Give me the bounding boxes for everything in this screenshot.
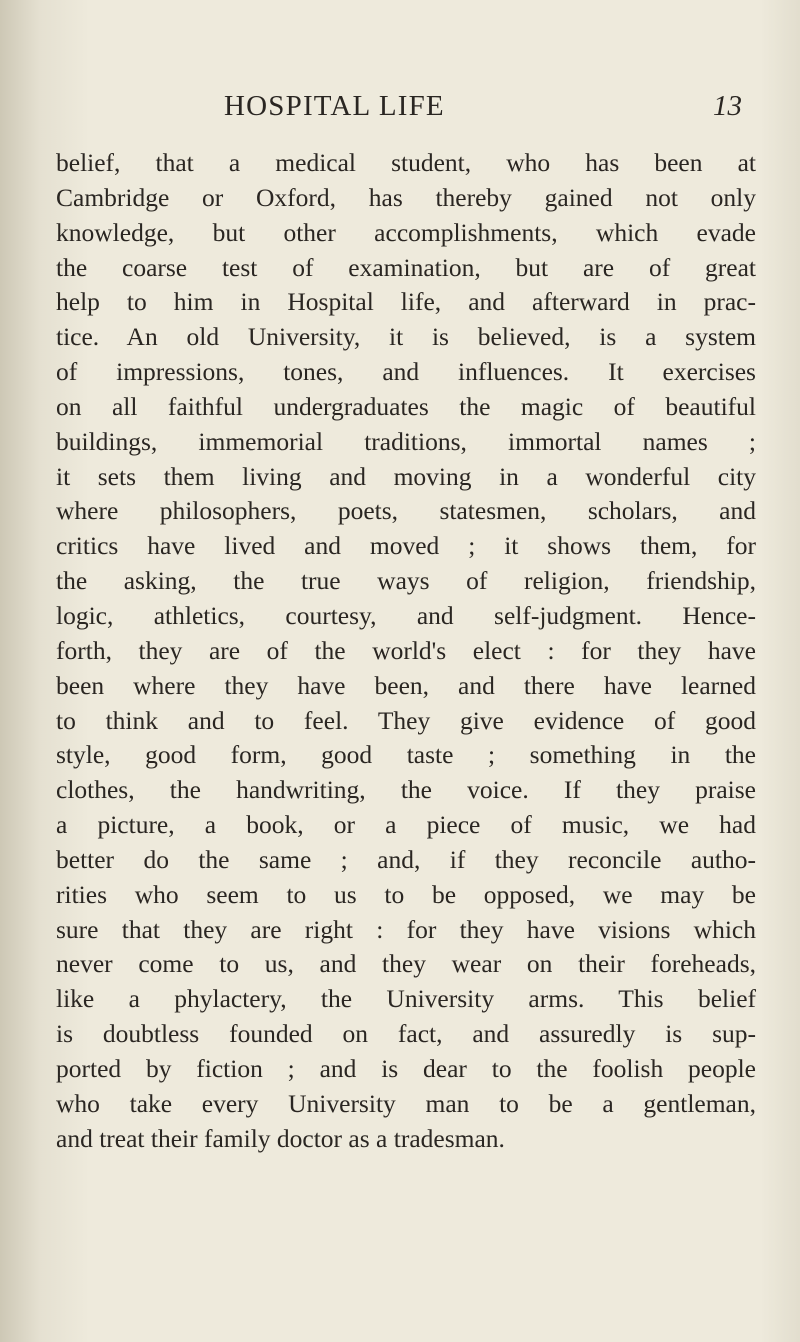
text-line: like a phylactery, the University arms. This belief bbox=[56, 984, 756, 1014]
text-line: on all faithful undergraduates the magic of beautiful bbox=[56, 391, 756, 421]
text-line: better do the same ; and, if they reconcile autho- bbox=[56, 844, 756, 874]
text-line: of impressions, tones, and influences. It exercises bbox=[56, 357, 756, 387]
text-line: sure that they are right : for they have visions which bbox=[56, 914, 756, 944]
text-line: tice. An old University, it is believed, is a system bbox=[56, 322, 756, 352]
text-line: rities who seem to us to be opposed, we may be bbox=[56, 879, 756, 909]
text-line: style, good form, good taste ; something in the bbox=[56, 740, 756, 770]
text-line: who take every University man to be a gentleman, bbox=[56, 1088, 756, 1118]
text-line: buildings, immemorial traditions, immortal names ; bbox=[56, 426, 756, 456]
text-line: help to him in Hospital life, and afterward in prac- bbox=[56, 287, 756, 317]
text-line: logic, athletics, courtesy, and self-judgment. Hence- bbox=[56, 600, 756, 630]
text-line: it sets them living and moving in a wonderful city bbox=[56, 461, 756, 491]
text-line: forth, they are of the world's elect : for they have bbox=[56, 635, 756, 665]
text-line: a picture, a book, or a piece of music, we had bbox=[56, 810, 756, 840]
text-line: to think and to feel. They give evidence of good bbox=[56, 705, 756, 735]
text-line: the coarse test of examination, but are of great bbox=[56, 252, 756, 282]
text-line: critics have lived and moved ; it shows them, for bbox=[56, 531, 756, 561]
running-header bbox=[0, 86, 800, 126]
text-line: ported by fiction ; and is dear to the foolish people bbox=[56, 1053, 756, 1083]
text-line: the asking, the true ways of religion, friendship, bbox=[56, 566, 756, 596]
running-title: HOSPITAL LIFE bbox=[224, 90, 445, 122]
text-line: and treat their family doctor as a tradesman. bbox=[56, 1123, 505, 1153]
text-line: belief, that a medical student, who has been at bbox=[56, 148, 756, 177]
text-line: is doubtless founded on fact, and assuredly is sup- bbox=[56, 1019, 756, 1049]
body-paragraph bbox=[56, 146, 756, 1156]
text-line: clothes, the handwriting, the voice. If they praise bbox=[56, 775, 756, 805]
text-line: been where they have been, and there have learned bbox=[56, 670, 756, 700]
page-number: 13 bbox=[713, 90, 742, 122]
text-line: Cambridge or Oxford, has thereby gained not only bbox=[56, 182, 756, 212]
text-line: never come to us, and they wear on their foreheads, bbox=[56, 949, 756, 979]
text-line: knowledge, but other accomplishments, which evade bbox=[56, 217, 756, 247]
text-line: where philosophers, poets, statesmen, scholars, and bbox=[56, 496, 756, 526]
